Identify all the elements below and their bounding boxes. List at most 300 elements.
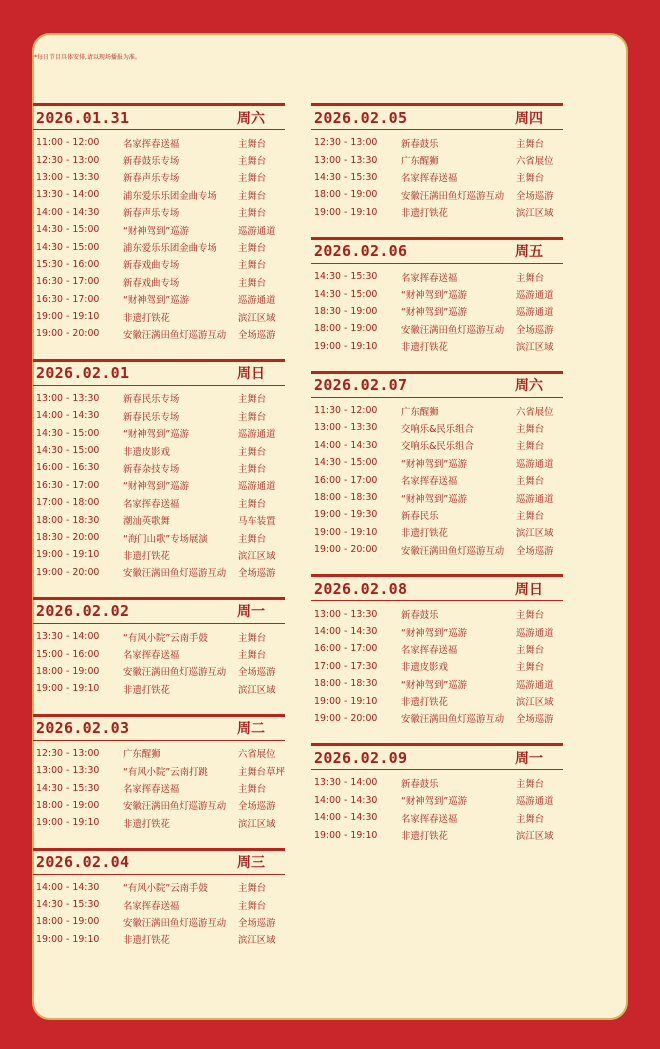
day-header xyxy=(311,103,563,130)
event-row xyxy=(311,506,563,523)
day-block xyxy=(311,371,563,559)
event-location: 主舞台 xyxy=(516,510,545,522)
event-row xyxy=(33,494,285,511)
event-row xyxy=(33,628,285,645)
event-time: 19:00 - 19:10 xyxy=(36,817,100,829)
event-row xyxy=(33,407,285,424)
event-name: “财神驾到”巡游 xyxy=(401,290,467,302)
event-time: 16:30 - 17:00 xyxy=(36,276,100,288)
event-row xyxy=(311,640,563,657)
event-location: 主舞台 xyxy=(516,662,545,674)
event-time: 19:00 - 19:10 xyxy=(314,526,378,538)
event-row xyxy=(33,325,285,342)
day-header xyxy=(311,237,563,264)
event-row xyxy=(311,692,563,709)
event-location: 主舞台 xyxy=(516,138,545,150)
event-name: “财神驾到”巡游 xyxy=(401,627,467,639)
event-time: 12:30 - 13:00 xyxy=(314,137,378,149)
event-row xyxy=(33,879,285,896)
day-header xyxy=(33,714,285,741)
event-location: 马车装置 xyxy=(238,516,276,528)
day-weekday: 周四 xyxy=(515,110,543,127)
event-time: 14:30 - 15:00 xyxy=(314,457,378,469)
event-list xyxy=(311,398,563,559)
event-row xyxy=(33,931,285,948)
event-row xyxy=(33,256,285,273)
event-location: 巡游通道 xyxy=(238,225,276,237)
event-name: 安徽汪满田鱼灯巡游互动 xyxy=(401,545,505,557)
event-location: 巡游通道 xyxy=(238,295,276,307)
event-row xyxy=(311,454,563,471)
day-weekday: 周五 xyxy=(515,244,543,261)
event-row xyxy=(33,745,285,762)
event-name: 非遗打铁花 xyxy=(123,312,170,324)
event-location: 全场巡游 xyxy=(238,917,276,929)
event-row xyxy=(33,424,285,441)
event-name: 新春民乐 xyxy=(401,510,439,522)
event-row xyxy=(33,134,285,151)
event-row xyxy=(311,774,563,791)
event-time: 13:00 - 13:30 xyxy=(36,765,100,777)
event-time: 13:00 - 13:30 xyxy=(314,422,378,434)
event-row xyxy=(33,221,285,238)
event-name: “财神驾到”巡游 xyxy=(401,493,467,505)
event-location: 滨江区域 xyxy=(238,935,276,947)
event-time: 19:00 - 20:00 xyxy=(314,712,378,724)
event-name: 浦东爱乐乐团金曲专场 xyxy=(123,243,217,255)
event-list xyxy=(33,741,285,832)
event-name: 名家挥春送福 xyxy=(123,784,180,796)
day-weekday: 周日 xyxy=(237,366,265,383)
day-weekday: 周六 xyxy=(237,110,265,127)
event-location: 全场巡游 xyxy=(238,801,276,813)
event-name: 非遗打铁花 xyxy=(401,528,448,540)
event-name: 交响乐&民乐组合 xyxy=(401,423,474,435)
event-row xyxy=(33,291,285,308)
event-time: 18:00 - 19:00 xyxy=(36,665,100,677)
event-row xyxy=(33,762,285,779)
event-location: 主舞台 xyxy=(238,632,267,644)
event-name: 安徽汪满田鱼灯巡游互动 xyxy=(123,801,227,813)
event-location: 主舞台草坪 xyxy=(238,766,285,778)
event-name: 名家挥春送福 xyxy=(123,138,180,150)
event-name: 新春民乐专场 xyxy=(123,411,180,423)
event-location: 主舞台 xyxy=(238,190,267,202)
event-location: 全场巡游 xyxy=(516,545,554,557)
event-time: 13:30 - 14:00 xyxy=(314,777,378,789)
event-time: 14:00 - 14:30 xyxy=(36,881,100,893)
event-name: 安徽汪满田鱼灯巡游互动 xyxy=(123,329,227,341)
event-row xyxy=(311,809,563,826)
event-time: 19:00 - 20:00 xyxy=(36,328,100,340)
event-row xyxy=(33,779,285,796)
event-row xyxy=(311,675,563,692)
event-location: 主舞台 xyxy=(516,476,545,488)
event-location: 巡游通道 xyxy=(516,679,554,691)
event-name: “财神驾到”巡游 xyxy=(401,307,467,319)
event-time: 19:00 - 20:00 xyxy=(36,566,100,578)
event-row xyxy=(311,285,563,302)
event-name: 新春民乐专场 xyxy=(123,394,180,406)
event-time: 14:30 - 15:30 xyxy=(36,899,100,911)
event-row xyxy=(33,204,285,221)
event-name: 非遗打铁花 xyxy=(401,697,448,709)
day-date: 2026.02.08 xyxy=(314,579,408,598)
event-row xyxy=(33,913,285,930)
day-block xyxy=(33,103,285,343)
day-block xyxy=(33,714,285,832)
event-row xyxy=(33,511,285,528)
event-name: 安徽汪满田鱼灯巡游互动 xyxy=(401,714,505,726)
event-location: 主舞台 xyxy=(516,272,545,284)
event-name: 名家挥春送福 xyxy=(123,650,180,662)
event-row xyxy=(33,442,285,459)
event-location: 滨江区域 xyxy=(516,208,554,220)
event-time: 18:00 - 18:30 xyxy=(314,678,378,690)
event-location: 主舞台 xyxy=(238,784,267,796)
event-name: 非遗打铁花 xyxy=(123,684,170,696)
event-location: 主舞台 xyxy=(516,644,545,656)
event-name: “海门山歌”专场展演 xyxy=(123,533,208,545)
event-location: 主舞台 xyxy=(516,423,545,435)
event-row xyxy=(33,564,285,581)
event-name: 交响乐&民乐组合 xyxy=(401,441,474,453)
event-time: 11:30 - 12:00 xyxy=(314,405,378,417)
day-header xyxy=(311,574,563,601)
event-time: 19:00 - 19:10 xyxy=(36,311,100,323)
event-name: 广东醒狮 xyxy=(123,749,161,761)
event-time: 14:30 - 15:00 xyxy=(314,288,378,300)
event-time: 19:00 - 19:10 xyxy=(36,933,100,945)
event-row xyxy=(311,151,563,168)
event-name: 名家挥春送福 xyxy=(401,813,458,825)
event-location: 主舞台 xyxy=(516,610,545,622)
day-date: 2026.02.03 xyxy=(36,719,130,738)
event-name: 新春声乐专场 xyxy=(123,173,180,185)
event-list xyxy=(311,130,563,221)
event-time: 16:00 - 16:30 xyxy=(36,462,100,474)
event-row xyxy=(311,489,563,506)
day-header xyxy=(311,743,563,770)
event-time: 19:00 - 19:10 xyxy=(314,340,378,352)
event-location: 滨江区域 xyxy=(516,342,554,354)
event-location: 六省展位 xyxy=(238,749,276,761)
event-time: 16:30 - 17:00 xyxy=(36,293,100,305)
event-name: 新春鼓乐专场 xyxy=(123,156,180,168)
event-location: 滨江区域 xyxy=(238,550,276,562)
day-header xyxy=(33,848,285,875)
event-list xyxy=(33,386,285,581)
event-name: 安徽汪满田鱼灯巡游互动 xyxy=(401,324,505,336)
event-time: 17:00 - 17:30 xyxy=(314,660,378,672)
event-time: 13:00 - 13:30 xyxy=(314,608,378,620)
day-block xyxy=(311,103,563,221)
event-name: “财神驾到”巡游 xyxy=(123,429,189,441)
day-weekday: 周六 xyxy=(515,378,543,395)
event-time: 15:00 - 16:00 xyxy=(36,648,100,660)
day-weekday: 周日 xyxy=(515,581,543,598)
event-row xyxy=(311,710,563,727)
event-list xyxy=(33,624,285,698)
event-time: 14:00 - 14:30 xyxy=(314,439,378,451)
event-row xyxy=(33,529,285,546)
event-time: 13:30 - 14:00 xyxy=(36,631,100,643)
event-name: 安徽汪满田鱼灯巡游互动 xyxy=(123,667,227,679)
event-name: 名家挥春送福 xyxy=(401,272,458,284)
event-name: 新春戏曲专场 xyxy=(123,277,180,289)
event-name: 浦东爱乐乐团金曲专场 xyxy=(123,190,217,202)
day-block xyxy=(33,848,285,949)
day-weekday: 周三 xyxy=(237,855,265,871)
event-time: 14:00 - 14:30 xyxy=(314,626,378,637)
event-name: “财神驾到”巡游 xyxy=(401,796,467,808)
event-row xyxy=(33,459,285,476)
day-block xyxy=(33,359,285,581)
event-location: 主舞台 xyxy=(238,173,267,185)
event-location: 滨江区域 xyxy=(238,684,276,696)
event-row xyxy=(311,605,563,622)
event-time: 18:00 - 18:30 xyxy=(36,514,100,526)
schedule-note: *每日节目具体安排,请以现场播报为准。 xyxy=(34,54,141,61)
event-name: 安徽汪满田鱼灯巡游互动 xyxy=(401,190,505,202)
event-location: 巡游通道 xyxy=(516,290,554,302)
event-list xyxy=(33,875,285,949)
day-date: 2026.02.06 xyxy=(314,242,408,261)
event-location: 主舞台 xyxy=(516,813,545,825)
event-row xyxy=(33,546,285,563)
event-name: “有风小院”云南手鼓 xyxy=(123,632,208,644)
event-time: 18:30 - 20:00 xyxy=(36,532,100,543)
event-row xyxy=(311,437,563,454)
event-row xyxy=(311,792,563,809)
event-time: 14:30 - 15:00 xyxy=(36,445,100,457)
event-location: 主舞台 xyxy=(516,778,545,790)
event-time: 14:00 - 14:30 xyxy=(314,812,378,824)
event-time: 18:00 - 19:00 xyxy=(36,916,100,928)
event-location: 主舞台 xyxy=(238,446,267,458)
event-row xyxy=(311,134,563,151)
event-name: 名家挥春送福 xyxy=(123,498,180,510)
event-name: “财神驾到”巡游 xyxy=(401,458,467,470)
event-time: 16:00 - 17:00 xyxy=(314,643,378,655)
event-time: 11:00 - 12:00 xyxy=(36,137,100,149)
event-location: 巡游通道 xyxy=(516,307,554,319)
day-block xyxy=(311,574,563,727)
event-row xyxy=(311,338,563,355)
event-row xyxy=(311,471,563,488)
event-time: 14:30 - 15:30 xyxy=(314,171,378,183)
event-row xyxy=(311,524,563,541)
day-weekday: 周一 xyxy=(237,604,265,621)
event-name: “有风小院”云南打跳 xyxy=(123,766,208,778)
event-name: 新春鼓乐 xyxy=(401,138,439,150)
event-location: 主舞台 xyxy=(238,533,267,545)
event-time: 19:00 - 19:10 xyxy=(314,206,378,218)
event-location: 主舞台 xyxy=(516,441,545,453)
event-location: 全场巡游 xyxy=(516,190,554,202)
event-location: 滨江区域 xyxy=(238,818,276,830)
day-block xyxy=(33,597,285,698)
event-time: 18:30 - 19:00 xyxy=(314,305,378,317)
schedule-column-left xyxy=(33,103,285,964)
event-row xyxy=(33,273,285,290)
event-row xyxy=(311,169,563,186)
event-row xyxy=(311,320,563,337)
event-name: 非遗皮影戏 xyxy=(401,662,448,674)
event-name: 安徽汪满田鱼灯巡游互动 xyxy=(123,917,227,929)
event-name: 非遗打铁花 xyxy=(401,342,448,354)
event-row xyxy=(311,402,563,419)
event-list xyxy=(311,264,563,355)
event-time: 18:00 - 19:00 xyxy=(314,189,378,201)
event-time: 12:30 - 13:00 xyxy=(36,747,100,759)
event-name: “财神驾到”巡游 xyxy=(401,679,467,691)
event-name: “财神驾到”巡游 xyxy=(123,225,189,237)
event-list xyxy=(311,770,563,844)
day-date: 2026.02.05 xyxy=(314,108,408,127)
event-location: 主舞台 xyxy=(238,138,267,150)
event-location: 主舞台 xyxy=(238,900,267,912)
event-time: 14:30 - 15:30 xyxy=(314,271,378,283)
day-date: 2026.02.07 xyxy=(314,376,408,395)
event-location: 巡游通道 xyxy=(516,493,554,505)
event-location: 巡游通道 xyxy=(516,458,554,470)
event-location: 主舞台 xyxy=(238,243,267,255)
event-row xyxy=(33,390,285,407)
event-time: 18:00 - 18:30 xyxy=(314,492,378,504)
event-time: 17:00 - 18:00 xyxy=(36,497,100,509)
event-row xyxy=(33,186,285,203)
event-name: 新春鼓乐 xyxy=(401,610,439,622)
day-date: 2026.02.04 xyxy=(36,853,130,871)
event-name: 名家挥春送福 xyxy=(401,476,458,488)
event-location: 主舞台 xyxy=(238,277,267,289)
event-location: 主舞台 xyxy=(238,650,267,662)
event-name: 名家挥春送福 xyxy=(123,900,180,912)
event-name: 新春声乐专场 xyxy=(123,208,180,220)
event-time: 14:00 - 14:30 xyxy=(314,794,378,806)
event-list xyxy=(311,601,563,727)
event-row xyxy=(33,477,285,494)
event-time: 18:00 - 19:00 xyxy=(36,799,100,811)
event-location: 巡游通道 xyxy=(238,429,276,441)
event-location: 主舞台 xyxy=(516,173,545,185)
event-location: 滨江区域 xyxy=(238,312,276,324)
day-header xyxy=(311,371,563,398)
event-location: 主舞台 xyxy=(238,463,267,475)
event-row xyxy=(311,186,563,203)
event-location: 滨江区域 xyxy=(516,697,554,709)
event-time: 16:30 - 17:00 xyxy=(36,479,100,491)
event-location: 主舞台 xyxy=(238,411,267,423)
day-header xyxy=(33,359,285,386)
event-name: 广东醒狮 xyxy=(401,156,439,168)
event-name: “财神驾到”巡游 xyxy=(123,481,189,493)
day-date: 2026.01.31 xyxy=(36,108,130,127)
event-time: 13:00 - 13:30 xyxy=(314,154,378,166)
day-weekday: 周二 xyxy=(237,721,265,738)
event-list xyxy=(33,130,285,343)
event-location: 主舞台 xyxy=(238,498,267,510)
event-row xyxy=(33,663,285,680)
event-location: 全场巡游 xyxy=(516,324,554,336)
event-location: 巡游通道 xyxy=(238,481,276,493)
event-time: 14:30 - 15:00 xyxy=(36,241,100,253)
event-time: 19:00 - 19:10 xyxy=(36,683,100,695)
event-row xyxy=(33,814,285,831)
event-row xyxy=(311,204,563,221)
event-name: 潮汕英歌舞 xyxy=(123,516,170,528)
event-name: 非遗打铁花 xyxy=(123,818,170,830)
event-name: 安徽汪满田鱼灯巡游互动 xyxy=(123,568,227,580)
event-location: 六省展位 xyxy=(516,406,554,418)
event-time: 15:30 - 16:00 xyxy=(36,258,100,270)
event-name: 非遗打铁花 xyxy=(401,208,448,220)
day-header xyxy=(33,597,285,624)
event-time: 13:30 - 14:00 xyxy=(36,189,100,201)
event-name: “有风小院”云南手鼓 xyxy=(123,883,208,895)
event-name: 新春鼓乐 xyxy=(401,778,439,790)
event-row xyxy=(311,268,563,285)
event-time: 14:00 - 14:30 xyxy=(36,410,100,422)
event-time: 12:30 - 13:00 xyxy=(36,154,100,166)
event-time: 19:00 - 20:00 xyxy=(314,544,378,556)
event-location: 滨江区域 xyxy=(516,528,554,540)
schedule-column-right xyxy=(311,103,563,860)
day-block xyxy=(311,743,563,844)
event-time: 14:30 - 15:00 xyxy=(36,427,100,439)
event-name: 新春杂技专场 xyxy=(123,463,180,475)
event-time: 13:00 - 13:30 xyxy=(36,392,100,404)
event-time: 19:00 - 19:10 xyxy=(314,829,378,841)
event-name: 广东醒狮 xyxy=(401,406,439,418)
event-time: 19:00 - 19:10 xyxy=(36,549,100,561)
event-location: 滨江区域 xyxy=(516,831,554,843)
event-location: 巡游通道 xyxy=(516,627,554,639)
event-time: 18:00 - 19:00 xyxy=(314,323,378,335)
event-location: 全场巡游 xyxy=(238,329,276,341)
event-row xyxy=(33,151,285,168)
event-location: 六省展位 xyxy=(516,156,554,168)
event-name: 非遗皮影戏 xyxy=(123,446,170,458)
event-row xyxy=(33,680,285,697)
event-row xyxy=(311,623,563,640)
event-time: 14:30 - 15:00 xyxy=(36,224,100,236)
event-row xyxy=(311,419,563,436)
event-row xyxy=(33,797,285,814)
day-block xyxy=(311,237,563,355)
event-name: 非遗打铁花 xyxy=(123,935,170,947)
event-location: 全场巡游 xyxy=(238,667,276,679)
event-row xyxy=(33,896,285,913)
event-row xyxy=(33,308,285,325)
event-location: 主舞台 xyxy=(238,208,267,220)
event-time: 14:30 - 15:30 xyxy=(36,782,100,794)
day-weekday: 周一 xyxy=(515,750,543,767)
event-location: 全场巡游 xyxy=(238,568,276,580)
event-time: 13:00 - 13:30 xyxy=(36,171,100,183)
event-row xyxy=(311,658,563,675)
event-time: 19:00 - 19:10 xyxy=(314,695,378,707)
event-row xyxy=(311,303,563,320)
event-location: 巡游通道 xyxy=(516,796,554,808)
day-date: 2026.02.01 xyxy=(36,364,130,383)
day-date: 2026.02.02 xyxy=(36,602,130,621)
event-location: 主舞台 xyxy=(238,260,267,272)
event-row xyxy=(33,238,285,255)
event-location: 主舞台 xyxy=(238,156,267,168)
event-name: 非遗打铁花 xyxy=(401,831,448,843)
